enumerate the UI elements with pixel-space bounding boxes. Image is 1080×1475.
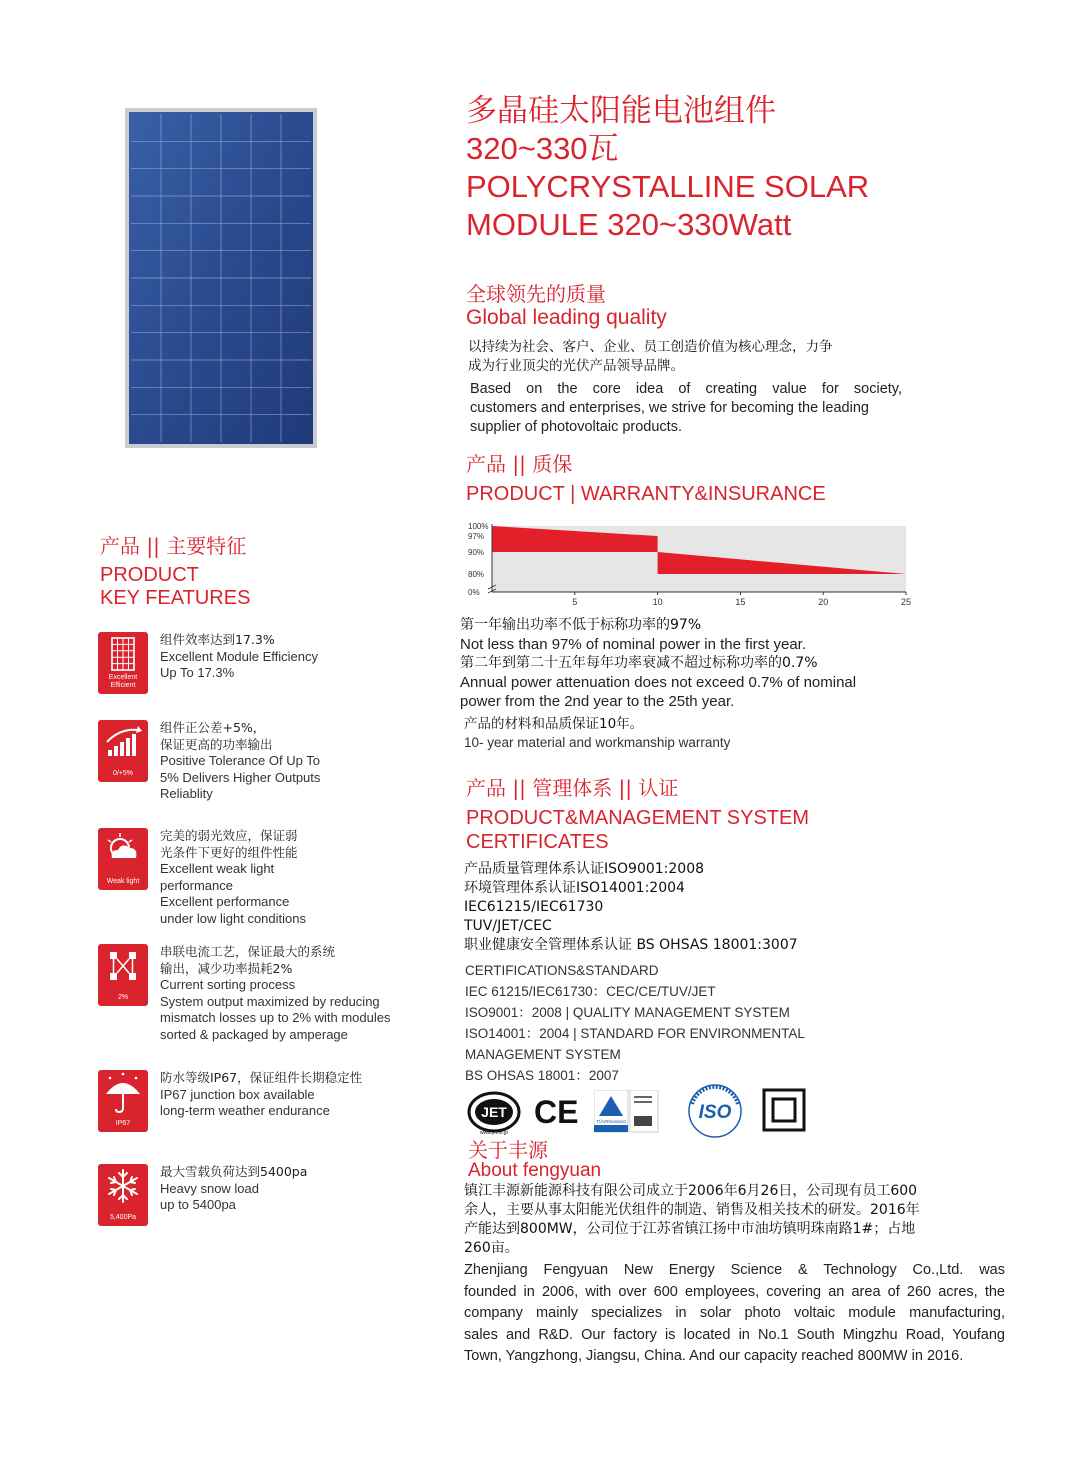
std-line: BS OHSAS 18001：2007 — [465, 1068, 619, 1083]
warranty-line1-cn: 第一年输出功率不低于标称功率的97% — [460, 617, 702, 633]
chart-x-tick-label: 5 — [572, 597, 578, 607]
feature-text-en: Reliablity — [160, 786, 213, 801]
ce-logo — [534, 1094, 578, 1132]
chart-y-tick-label: 100% — [468, 522, 489, 531]
signal-bars-icon — [98, 720, 148, 782]
double-insulation-icon — [762, 1088, 806, 1136]
tuv-logo — [594, 1090, 684, 1138]
iso-logo-text: ISO — [698, 1102, 732, 1123]
feature-text-en: Heavy snow load — [160, 1180, 259, 1196]
about-text-cn — [464, 1182, 1009, 1258]
tuv-logo-text: TÜVRheinland — [596, 1119, 626, 1124]
features-heading-en-line: KEY FEATURES — [100, 587, 251, 609]
feature-text-cn: 最大雪载负荷达到5400pa — [160, 1164, 308, 1179]
cert-list — [464, 860, 924, 955]
product-title — [466, 92, 1026, 244]
cert-standards — [465, 960, 925, 1086]
feature-item — [98, 1164, 438, 1260]
warranty-heading-cn: 产品 || 质保 — [466, 452, 573, 476]
about-en-line: Zhenjiang Fengyuan New Energy Science & Technology Co.,Ltd. was — [464, 1262, 1005, 1278]
chart-y-tick-label: 90% — [468, 548, 485, 557]
chart-x-tick-label: 15 — [735, 597, 746, 607]
title-en-line1: POLYCRYSTALLINE SOLAR — [466, 169, 870, 204]
feature-text — [160, 632, 430, 682]
feature-text-cn: 光条件下更好的组件性能 — [160, 844, 298, 860]
ce-logo-text: CE — [534, 1094, 578, 1128]
chart-x-tick-label: 10 — [652, 597, 663, 607]
features-heading-cn: 产品 || 主要特征 — [100, 534, 247, 558]
warranty-line3-en: 10- year material and workmanship warranty — [464, 735, 731, 750]
certs-heading-en-line: CERTIFICATES — [466, 831, 609, 853]
solar-panel-image — [125, 108, 317, 448]
about-cn-line: 余人，主要从事太阳能光伏组件的制造、销售及相关技术的研发。2016年 — [464, 1202, 920, 1218]
warranty-text — [460, 616, 920, 752]
warranty-line1-en: Not less than 97% of nominal power in the first year. — [460, 636, 807, 653]
chart-x-tick-label: 25 — [900, 597, 912, 607]
certs-heading-en-line: PRODUCT&MANAGEMENT SYSTEM — [466, 807, 809, 829]
feature-text-cn: 防水等级IP67，保证组件长期稳定性 — [160, 1070, 363, 1085]
snowflake-icon — [98, 1164, 148, 1226]
feature-text — [160, 720, 430, 803]
warranty-line2-en-2: power from the 2nd year to the 25th year. — [460, 693, 735, 710]
feature-text-en: Excellent performance — [160, 894, 290, 909]
umbrella-icon — [98, 1070, 148, 1132]
feature-text — [160, 1164, 430, 1214]
about-en-line: founded in 2006, with over 600 employees, covering an area of 260 acres, the — [464, 1283, 1005, 1300]
feature-text-cn: 组件效率达到17.3% — [160, 632, 275, 647]
feature-text-en: Up To 17.3% — [160, 665, 235, 680]
quality-text-en — [470, 380, 902, 437]
quality-text-cn — [468, 338, 918, 376]
jet-logo-text: JET — [481, 1104, 507, 1120]
warranty-chart-svg — [462, 518, 914, 608]
std-line: CERTIFICATIONS&STANDARD — [465, 963, 659, 978]
quality-text-en-line: Based on the core idea of creating value for society, — [470, 381, 902, 397]
cert-list-item: TUV/JET/CEC — [464, 918, 552, 934]
features-heading-en-line: PRODUCT — [100, 564, 199, 586]
about-cn-line: 镇江丰源新能源科技有限公司成立于2006年6月26日，公司现有员工600 — [464, 1183, 918, 1199]
about-cn-line: 260亩。 — [464, 1240, 519, 1256]
iso-logo — [684, 1082, 746, 1144]
feature-text — [160, 944, 430, 1043]
std-line: ISO14001：2004 | STANDARD FOR ENVIRONMENTAL — [465, 1026, 805, 1041]
about-heading-en: About fengyuan — [468, 1160, 602, 1181]
feature-text-en: under low light conditions — [160, 910, 306, 926]
jet-logo — [466, 1090, 522, 1140]
feature-text-en: System output maximized by reducing — [160, 993, 380, 1009]
quality-text-en-line: customers and enterprises, we strive for becoming the leading — [470, 400, 869, 416]
std-line: IEC 61215/IEC61730：CEC/CE/TUV/JET — [465, 984, 716, 999]
feature-icon-caption: Weak light — [106, 878, 140, 885]
feature-item — [98, 828, 438, 924]
feature-text — [160, 828, 430, 927]
feature-text-en: Current sorting process — [160, 977, 296, 992]
feature-icon-caption: Excellent Efficient — [108, 674, 138, 689]
features-heading-en — [100, 564, 250, 610]
feature-text-en: Excellent Module Efficiency — [160, 648, 319, 664]
about-en-line: Town, Yangzhong, Jiangsu, China. And our capacity reached 800MW in 2016. — [464, 1348, 964, 1364]
feature-icon-caption: IP67 — [115, 1120, 131, 1127]
solar-cell-icon — [98, 632, 148, 694]
cert-list-item: 产品质量管理体系认证ISO9001:2008 — [464, 861, 705, 877]
feature-text-en: up to 5400pa — [160, 1197, 236, 1212]
feature-text-cn: 保证更高的功率输出 — [160, 736, 273, 752]
feature-icon-caption: 0/+5% — [112, 770, 134, 777]
cert-logos — [466, 1088, 826, 1138]
chart-y-tick-label: 97% — [468, 532, 485, 541]
feature-item — [98, 944, 438, 1040]
feature-item — [98, 720, 438, 816]
weak-light-icon — [98, 828, 148, 890]
current-sorting-icon — [98, 944, 148, 1006]
about-text-en — [464, 1260, 1005, 1368]
feature-text-en: Positive Tolerance Of Up To — [160, 753, 320, 768]
feature-text-cn: 组件正公差+5%， — [160, 720, 266, 735]
quality-heading-en: Global leading quality — [466, 306, 667, 329]
feature-icon-caption: 2% — [117, 994, 129, 1001]
about-en-line: company mainly specializes in solar photo voltaic module manufacturing, — [464, 1305, 1005, 1321]
feature-item — [98, 632, 438, 728]
std-line: MANAGEMENT SYSTEM — [465, 1047, 621, 1062]
certs-heading-en — [466, 806, 809, 854]
feature-text-en: mismatch losses up to 2% with modules — [160, 1010, 391, 1025]
title-cn-watt: 320~330瓦 — [466, 131, 619, 166]
quality-text-cn-line: 成为行业顶尖的光伏产品领导品牌。 — [468, 358, 684, 374]
warranty-line2-en-1: Annual power attenuation does not exceed 0.7% of nominal — [460, 674, 857, 691]
feature-text-en: performance — [160, 877, 233, 893]
feature-icon-caption: 5,400Pa — [109, 1214, 137, 1221]
cert-list-item: IEC61215/IEC61730 — [464, 899, 604, 915]
chart-y-tick-label: 0% — [468, 588, 480, 597]
certs-heading-cn: 产品 || 管理体系 || 认证 — [466, 776, 679, 800]
about-heading-cn: 关于丰源 — [468, 1138, 548, 1162]
quality-heading-cn: 全球领先的质量 — [466, 282, 606, 306]
feature-text-en: sorted & packaged by amperage — [160, 1026, 348, 1042]
feature-text-en: Excellent weak light — [160, 861, 275, 876]
feature-text-en: long-term weather endurance — [160, 1103, 330, 1118]
cert-list-item: 环境管理体系认证ISO14001:2004 — [464, 880, 685, 896]
warranty-line2-cn: 第二年到第二十五年每年功率衰减不超过标称功率的0.7% — [460, 655, 818, 671]
feature-text-cn: 输出，减少功率损耗2% — [160, 960, 293, 976]
quality-text-en-line: supplier of photovoltaic products. — [470, 419, 682, 435]
jet-url-text: www.jet.or.jp — [479, 1130, 509, 1136]
feature-item — [98, 1070, 438, 1166]
feature-text — [160, 1070, 430, 1120]
std-line: ISO9001：2008 | QUALITY MANAGEMENT SYSTEM — [465, 1005, 790, 1020]
title-cn: 多晶硅太阳能电池组件 — [466, 93, 776, 129]
feature-text-en: 5% Delivers Higher Outputs — [160, 769, 321, 785]
about-cn-line: 产能达到800MW，公司位于江苏省镇江扬中市油坊镇明珠南路1#；占地 — [464, 1221, 916, 1237]
chart-y-tick-label: 80% — [468, 570, 485, 579]
about-en-line: sales and R&D. Our factory is located in No.1 South Mingzhu Road, Youfang — [464, 1326, 1005, 1343]
quality-text-cn-line: 以持续为社会、客户、企业、员工创造价值为核心理念，力争 — [468, 339, 833, 355]
feature-text-cn: 完美的弱光效应，保证弱 — [160, 828, 298, 843]
warranty-line3-cn: 产品的材料和品质保证10年。 — [464, 716, 644, 732]
feature-text-en: IP67 junction box available — [160, 1086, 315, 1102]
warranty-chart — [462, 518, 914, 608]
cert-list-item: 职业健康安全管理体系认证 BS OHSAS 18001:3007 — [464, 937, 798, 953]
chart-x-tick-label: 20 — [818, 597, 829, 607]
feature-text-cn: 串联电流工艺，保证最大的系统 — [160, 944, 336, 959]
warranty-heading-en: PRODUCT | WARRANTY&INSURANCE — [466, 483, 826, 505]
title-en-line2: MODULE 320~330Watt — [466, 207, 792, 242]
